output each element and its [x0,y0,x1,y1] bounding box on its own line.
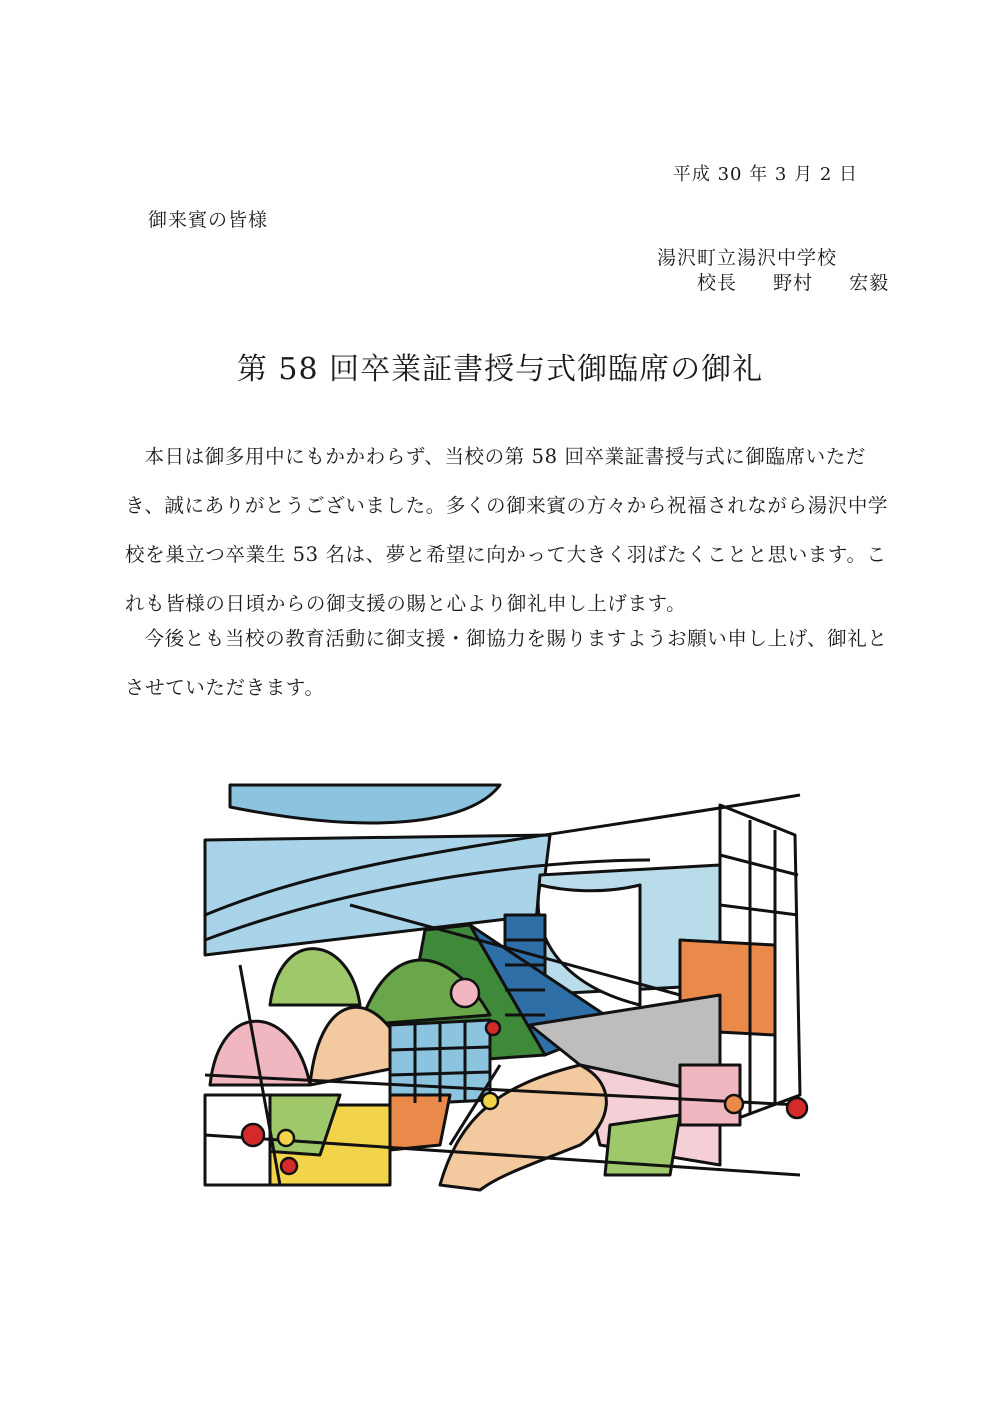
body-paragraph-2: 今後とも当校の教育活動に御支援・御協力を賜りますようお願い申し上げ、御礼とさせていただきます。 [125,627,888,699]
orange-dot-1 [278,1130,294,1146]
sender-principal [697,268,889,295]
sender-school: 湯沢町立湯沢中学校 [657,247,838,269]
principal-surname: 野村 [773,272,814,294]
body-paragraph-1: 本日は御多用中にもかかわらず、当校の第 58 回卒業証書授与式に御臨席いただき、誠にありがとうございました。多くの御来賓の方々から祝福されながら湯沢中学校を巣立つ卒業生 53 名は、夢と希望に向かって大きく羽ばたくことと思います。これも皆様の日頃からの御支援の賜と心より御礼申し上げます。 [125,445,889,615]
page-title: 第 58 回卒業証書授与式御臨席の御礼 [236,352,764,387]
pink-dot [451,979,479,1007]
orange-dot-2 [725,1095,743,1113]
crayon-illustration [200,765,812,1205]
ground-orange [390,1095,450,1150]
body-paragraph-1-block [125,432,895,628]
orange-dot-3 [482,1093,498,1109]
sky-arc [230,785,500,823]
recipient-salutation: 御来賓の皆様 [148,209,269,231]
red-dot-3 [787,1098,807,1118]
document-date: 平成 30 年 3 月 2 日 [672,164,858,185]
principal-title: 校長 [697,272,738,294]
principal-given-name: 宏毅 [849,272,890,294]
dotted-hill [270,949,360,1005]
red-dot-1 [242,1124,264,1146]
red-dot-4 [486,1021,500,1035]
body-paragraph-2-block [125,614,895,712]
red-dot-2 [281,1158,297,1174]
